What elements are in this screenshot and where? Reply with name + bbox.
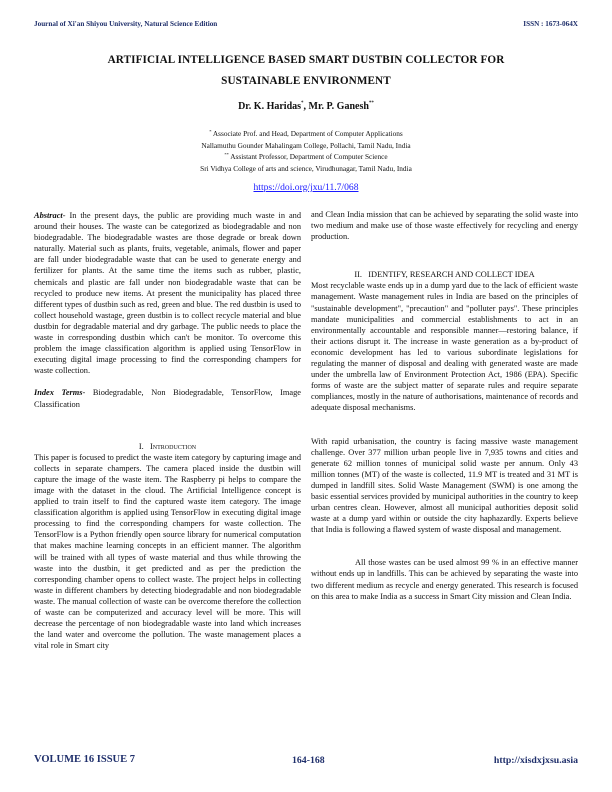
left-column: [34, 210, 301, 651]
running-header: [34, 20, 578, 32]
page-range: 164-168: [292, 755, 325, 766]
volume-issue: VOLUME 16 ISSUE 7: [34, 754, 136, 765]
abstract: [34, 210, 301, 376]
author-2: Mr. P. Ganesh: [308, 101, 369, 112]
affiliation-line: ** Assistant Professor, Department of Computer Science: [224, 152, 388, 162]
doi-line: [0, 182, 612, 193]
affiliation-line: * Associate Prof. and Head, Department of Computer Applications: [209, 129, 403, 138]
index-terms: [34, 387, 301, 409]
author-separator: ,: [303, 101, 309, 112]
introduction-paragraph: This paper is focused to predict the waste item category by capturing image and collects in separate champers. The camera placed inside the dustbin will capture the image of the waste item. The Raspberry pi helps to compare the image with the dataset in the cloud. The Artificial Intelligence concept is applied to train itself to find the captured waste item category. The image classification algorithm is applied using TensorFlow in executing digital image processing to find the corresponding champers for waste collection. The TensorFlow is a Python friendly open source library for numerical computation that makes machine learning concepts in an efficient manner. The algorithm will be trained with all types of waste material and thus while throwing the waste into the dustbin, it get predicted and as per the prediction the corresponding chamber opens to collect waste. The project helps in collecting waste in different chambers by detecting biodegradable and non biodegradable waste. The manual collection of waste can be overcome therefore the collection of waste can be computerized and accuracy level will be more. This will decrease the percentage of non biodegradable waste into land which increases the land water and overcome the pollution. The waste management places a vital role in Smart city: [34, 452, 301, 651]
doi-link[interactable]: https://doi.org/jxu/11.7/068: [253, 182, 359, 193]
affiliation-line: Nallamuthu Gounder Mahalingam College, Pollachi, Tamil Nadu, India: [201, 140, 411, 150]
introduction-paragraph-continued: and Clean India mission that can be achieved by separating the solid waste into two medium and make use of those waste effectively for recycling and energy production.: [311, 210, 578, 242]
affiliations: [0, 127, 612, 173]
issn: ISSN : 1673-064X: [523, 20, 578, 28]
right-column: [311, 209, 578, 602]
abstract-text: In the present days, the public are providing much waste in and around their houses. The waste can be categorized as biodegradable and non biodegradable. The biodegradable wastes are those degrade or break down naturally. Material such as plants, fruits, vegetable, animals, flower and paper are fall under biodegradable waste that can be used to generate energy and fertilizer for plants. At the same time the items such as rubber, plastic, chemicals and plastic are fall under non biodegradable waste that can be recycled to produce new items. At present the municipality has placed three different types of dustbin such as red, green and blue. The red dustbin is used to collect household wastage, green dustbin is to collect recycle material and blue dustbin for degradable material and dry garbage. The public needs to place the waste in corresponding dustbin which can't be monitor. To overcome this problem the image classification algorithm is applied using TensorFlow in executing digital image processing to find the corresponding champers for waste collection.: [34, 211, 301, 376]
paper-title-line-1: ARTIFICIAL INTELLIGENCE BASED SMART DUSTBIN COLLECTOR FOR: [107, 54, 505, 66]
page-footer: [34, 754, 578, 768]
author-2-mark: **: [368, 101, 374, 106]
section-2-paragraph: Most recyclable waste ends up in a dump yard due to the lack of efficient waste management. Waste management rules in India are based on the principles of "sustainable development", "precaution" and "polluter pays". These principles mandate municipalities and commercial establishments to act in an environmentally accountable and responsible manner—restoring balance, if their actions disrupt it. The increase in waste generation as a by-product of economic development has led to various subordinate legislations for regulating the manner of disposal and dealing with generated waste are made under the umbrella law of Environment Protection Act, 1986 (EPA). Specific forms of waste are the subject matter of separate rules and require separate compliances, mostly in the nature of authorisations, maintenance of records and adequate disposal mechanisms.: [311, 281, 578, 413]
authors: [0, 101, 612, 112]
paper-title: [0, 50, 612, 92]
journal-name: Journal of Xi'an Shiyou University, Natural Science Edition: [34, 20, 218, 28]
journal-website: http://xisdxjxsu.asia: [493, 755, 578, 766]
section-2-paragraph: All those wastes can be used almost 99 % in an effective manner without ends up in landfills. This can be achieved by separating the waste into two different medium as recycle and energy generated. This research is focused on this area to make India as a success in Smart City mission and Clean India.: [311, 558, 578, 601]
paper-title-line-2: SUSTAINABLE ENVIRONMENT: [221, 75, 391, 87]
section-heading-introduction: I. Introduction: [138, 441, 197, 451]
index-terms-label: Index Terms: [34, 388, 83, 398]
section-heading-identify-research: II. IDENTIFY, RESEARCH AND COLLECT IDEA: [354, 270, 535, 280]
abstract-label: Abstract-: [34, 211, 66, 220]
affiliation-line: Sri Vidhya College of arts and science, Virudhunagar, Tamil Nadu, India: [200, 163, 412, 173]
index-terms-text: - Biodegradable, Non Biodegradable, TensorFlow, Image Classification: [34, 388, 301, 409]
author-1: Dr. K. Haridas: [238, 101, 302, 112]
author-1-mark: *: [301, 101, 304, 106]
section-2-paragraph: With rapid urbanisation, the country is facing massive waste management challenge. Over 377 million urban people live in 7,935 towns and cities and generate 62 million tonnes of municipal solid waste per annum. Only 43 million tonnes (MT) of the waste is collected, 11.9 MT is treated and 31 MT is dumped in landfill sites. Solid Waste Management (SWM) is one among the basic essential services provided by municipal authorities in the country to keep urban centres clean. However, almost all municipal authorities deposit solid waste at a dump yard within or outside the city haphazardly. Experts believe that India is following a flawed system of waste disposal and management.: [311, 436, 578, 535]
